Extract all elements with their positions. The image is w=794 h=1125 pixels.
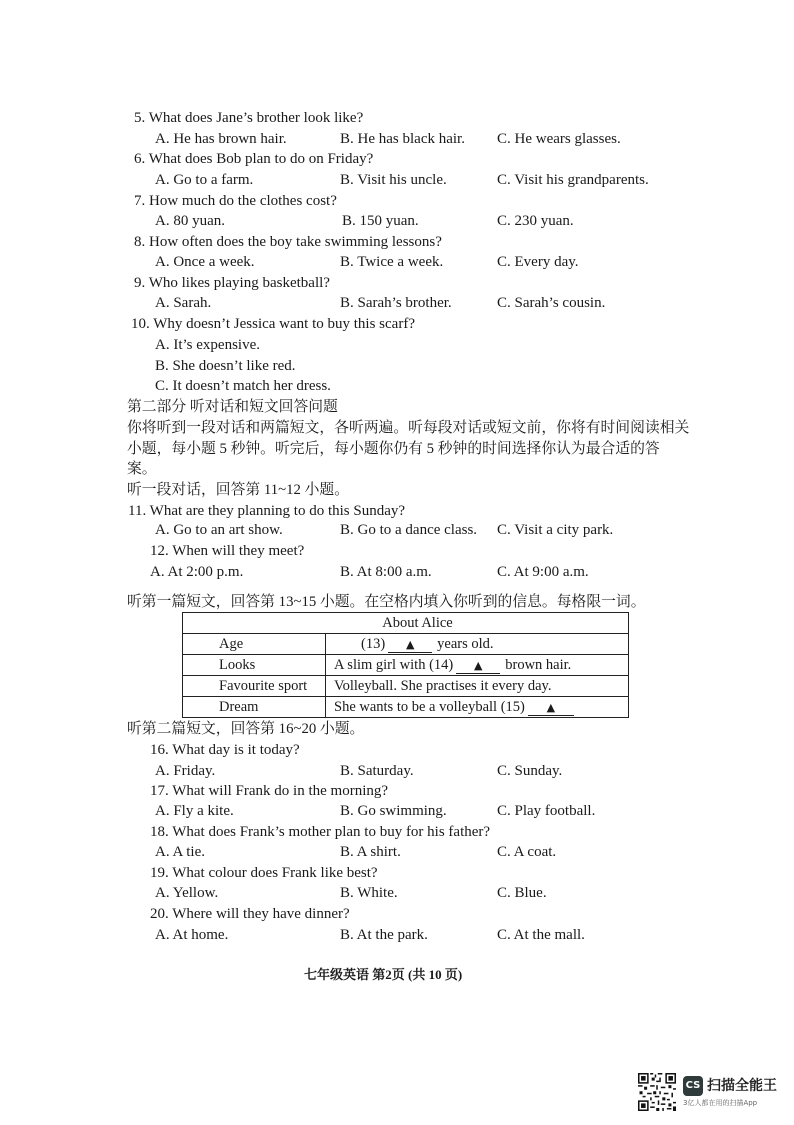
option-b: B. A shirt. — [340, 844, 401, 860]
question-12: 12. When will they meet? — [150, 543, 305, 559]
options-17 — [0, 802, 794, 820]
option-c: C. Blue. — [497, 885, 547, 901]
option-c: C. Play football. — [497, 803, 596, 819]
value-text: years old. — [437, 636, 494, 652]
question-8: 8. How often does the boy take swimming lessons? — [134, 234, 442, 250]
row-label: Favourite sport — [183, 676, 326, 697]
camscanner-slogan: 3亿人都在用的扫描App — [683, 1099, 758, 1107]
option-b: B. He has black hair. — [340, 131, 465, 147]
table-header-row — [183, 613, 629, 634]
option-c: C. It doesn’t match her dress. — [155, 378, 331, 394]
question-16: 16. What day is it today? — [150, 742, 300, 758]
question-10: 10. Why doesn’t Jessica want to buy this scarf? — [131, 316, 415, 332]
table-title: About Alice — [183, 613, 629, 634]
options-18 — [0, 843, 794, 861]
row-label: Looks — [183, 655, 326, 676]
option-b: B. White. — [340, 885, 398, 901]
table-row — [183, 655, 629, 676]
passage1-intro: 听第一篇短文，回答第 13~15 小题。在空格内填入你听到的信息。每格限一词。 — [127, 594, 646, 610]
options-16 — [0, 762, 794, 780]
row-value: Volleyball. She practises it every day. — [326, 676, 629, 697]
option-c: C. A coat. — [497, 844, 557, 860]
option-b: B. At the park. — [340, 927, 428, 943]
question-7: 7. How much do the clothes cost? — [134, 193, 337, 209]
option-c: C. Visit a city park. — [497, 522, 614, 538]
option-c: C. At 9:00 a.m. — [497, 564, 589, 580]
qr-code-icon — [638, 1073, 676, 1111]
instructions-line: 小题，每小题 5 秒钟。听完后，每小题你仍有 5 秒钟的时间选择你认为最合适的答 — [127, 441, 660, 457]
option-a: A. At home. — [155, 927, 229, 943]
question-19: 19. What colour does Frank like best? — [150, 865, 378, 881]
option-c: C. 230 yuan. — [497, 213, 574, 229]
value-text: She wants to be a volleyball (15) — [334, 699, 525, 715]
options-19 — [0, 884, 794, 902]
option-a: A. Once a week. — [155, 254, 255, 270]
option-c: C. Visit his grandparents. — [497, 172, 649, 188]
camscanner-name: 扫描全能王 — [707, 1078, 777, 1094]
instructions-line: 案。 — [127, 461, 157, 477]
row-value — [326, 634, 629, 655]
question-17: 17. What will Frank do in the morning? — [150, 783, 389, 799]
option-b: B. Visit his uncle. — [340, 172, 447, 188]
options-11 — [0, 521, 794, 539]
question-9: 9. Who likes playing basketball? — [134, 275, 330, 291]
page-footer: 七年级英语 第2页 (共 10 页) — [304, 967, 463, 982]
option-a: A. 80 yuan. — [155, 213, 225, 229]
table-row — [183, 676, 629, 697]
options-6 — [0, 171, 794, 189]
options-9 — [0, 294, 794, 312]
option-c: C. Every day. — [497, 254, 579, 270]
dialogue-intro: 听一段对话，回答第 11~12 小题。 — [127, 482, 350, 498]
options-7 — [0, 212, 794, 230]
option-a: A. He has brown hair. — [155, 131, 287, 147]
option-b: B. At 8:00 a.m. — [340, 564, 432, 580]
option-a: A. Friday. — [155, 763, 216, 779]
options-8 — [0, 253, 794, 271]
option-c: C. At the mall. — [497, 927, 585, 943]
row-value — [326, 655, 629, 676]
passage2-intro: 听第二篇短文，回答第 16~20 小题。 — [127, 721, 365, 737]
option-a: A. A tie. — [155, 844, 206, 860]
option-c: C. Sunday. — [497, 763, 563, 779]
options-20 — [0, 926, 794, 944]
option-b: B. Twice a week. — [340, 254, 444, 270]
answer-blank: ▲ — [388, 638, 432, 653]
option-c: C. Sarah’s cousin. — [497, 295, 606, 311]
option-c: C. He wears glasses. — [497, 131, 621, 147]
camscanner-logo: CS — [683, 1076, 703, 1096]
option-a: A. At 2:00 p.m. — [150, 564, 244, 580]
row-label: Age — [183, 634, 326, 655]
table-row — [183, 634, 629, 655]
question-20: 20. Where will they have dinner? — [150, 906, 350, 922]
option-a: A. Go to an art show. — [155, 522, 283, 538]
row-label: Dream — [183, 697, 326, 718]
section-title: 第二部分 听对话和短文回答问题 — [127, 399, 338, 415]
option-b: B. Sarah’s brother. — [340, 295, 452, 311]
option-b: B. Go to a dance class. — [340, 522, 478, 538]
option-a: A. Go to a farm. — [155, 172, 254, 188]
table-row — [183, 697, 629, 718]
question-5: 5. What does Jane’s brother look like? — [134, 110, 364, 126]
option-a: A. Sarah. — [155, 295, 212, 311]
about-alice-table — [182, 612, 629, 718]
question-6: 6. What does Bob plan to do on Friday? — [134, 151, 374, 167]
options-12 — [0, 563, 794, 581]
option-a: A. Yellow. — [155, 885, 219, 901]
option-b: B. Go swimming. — [340, 803, 447, 819]
option-a: A. Fly a kite. — [155, 803, 234, 819]
options-5 — [0, 130, 794, 148]
answer-blank: ▲ — [456, 659, 500, 674]
option-a: A. It’s expensive. — [155, 337, 260, 353]
row-value — [326, 697, 629, 718]
value-text: brown hair. — [505, 657, 572, 673]
answer-blank: ▲ — [528, 701, 574, 716]
value-text: (13) — [361, 636, 386, 652]
question-18: 18. What does Frank’s mother plan to buy for his father? — [150, 824, 491, 840]
value-text: A slim girl with (14) — [334, 657, 454, 673]
question-11: 11. What are they planning to do this Sunday? — [128, 503, 406, 519]
instructions-line: 你将听到一段对话和两篇短文，各听两遍。听每段对话或短文前，你将有时间阅读相关 — [127, 420, 690, 436]
option-b: B. She doesn’t like red. — [155, 358, 296, 374]
option-b: B. Saturday. — [340, 763, 414, 779]
option-b: B. 150 yuan. — [342, 213, 419, 229]
